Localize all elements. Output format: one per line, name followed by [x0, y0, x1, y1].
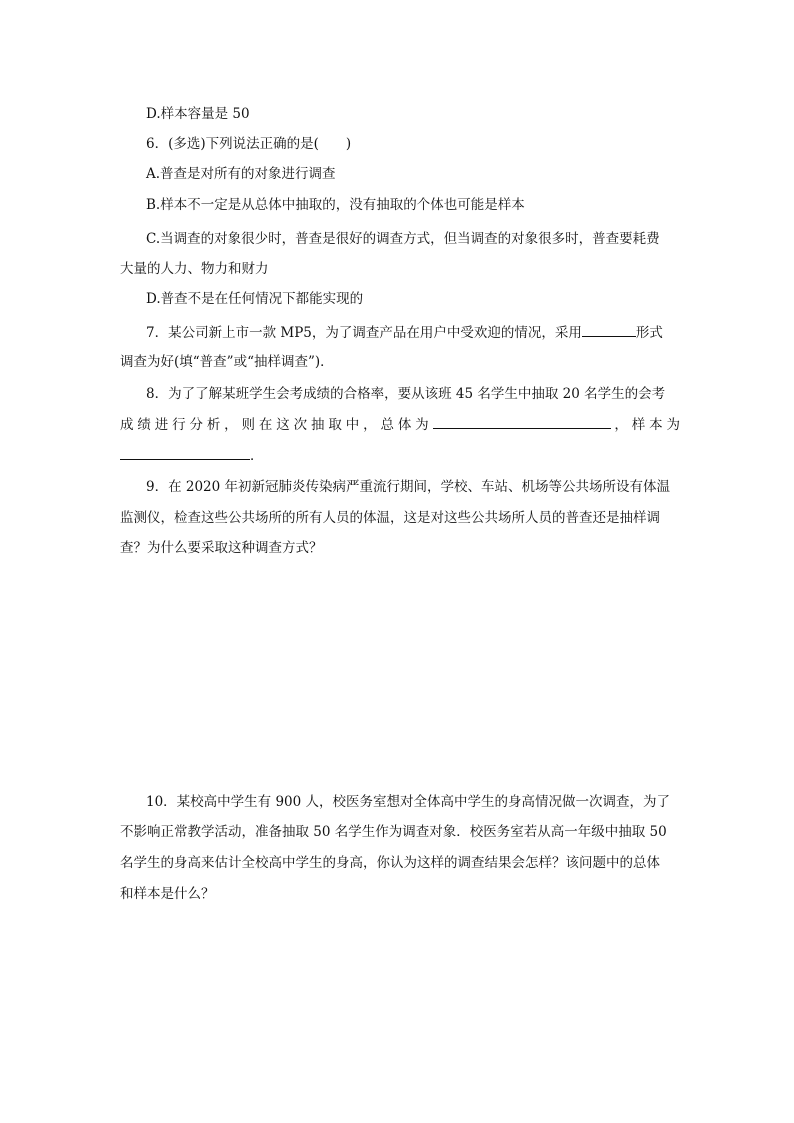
q7-answer-blank: [582, 322, 636, 337]
q8-line2-text: 成绩进行分析，则在这次抽取中，总体为: [120, 417, 433, 433]
q6-option-d: D.普查不是在任何情况下都能实现的: [146, 291, 364, 307]
q8-population-blank: [433, 414, 611, 429]
q6-stem: 6．(多选)下列说法正确的是( ): [146, 136, 352, 152]
q9-line3: 查？为什么要采取这种调查方式？: [120, 540, 323, 556]
q8-line3: [120, 445, 680, 466]
q8-line2-suffix: ，样本为: [610, 417, 681, 433]
q8-line2: [120, 414, 680, 435]
q8-sample-blank: [120, 445, 250, 460]
q7-line1: [146, 322, 680, 343]
q6-option-b: B.样本不一定是从总体中抽取的，没有抽取的个体也可能是样本: [146, 197, 525, 213]
q10-line3: 名学生的身高来估计全校高中学生的身高，你认为这样的调查结果会怎样？该问题中的总体: [120, 855, 660, 871]
q10-line1: 10．某校高中学生有 900 人，校医务室想对全体高中学生的身高情况做一次调查，为了: [146, 794, 671, 810]
q8-line1: 8．为了了解某班学生会考成绩的合格率，要从该班 45 名学生中抽取 20 名学生的会考: [146, 386, 666, 402]
q10-line4: 和样本是什么？: [120, 886, 215, 902]
q9-line2: 监测仪，检查这些公共场所的所有人员的体温，这是对这些公共场所人员的普查还是抽样调: [120, 510, 660, 526]
q7-line1-text: 7．某公司新上市一款 MP5，为了调查产品在用户中受欢迎的情况，采用: [146, 325, 582, 341]
q8-line3-suffix: ．: [250, 448, 264, 464]
q6-option-a: A.普查是对所有的对象进行调查: [146, 166, 336, 182]
q6-option-c-line2: 大量的人力、物力和财力: [120, 261, 269, 277]
q7-line1-suffix: 形式: [635, 325, 663, 341]
q7-line2: 调查为好(填“普查”或“抽样调查”)．: [120, 354, 334, 370]
q10-line2: 不影响正常教学活动，准备抽取 50 名学生作为调查对象．校医务室若从高一年级中抽取 50: [120, 824, 667, 840]
q6-option-c-line1: C.当调查的对象很少时，普查是很好的调查方式，但当调查的对象很多时，普查要耗费: [146, 231, 660, 247]
q9-line1: 9．在 2020 年初新冠肺炎传染病严重流行期间，学校、车站、机场等公共场所设有体温: [146, 479, 671, 495]
q5-option-d: D.样本容量是 50: [146, 106, 250, 122]
